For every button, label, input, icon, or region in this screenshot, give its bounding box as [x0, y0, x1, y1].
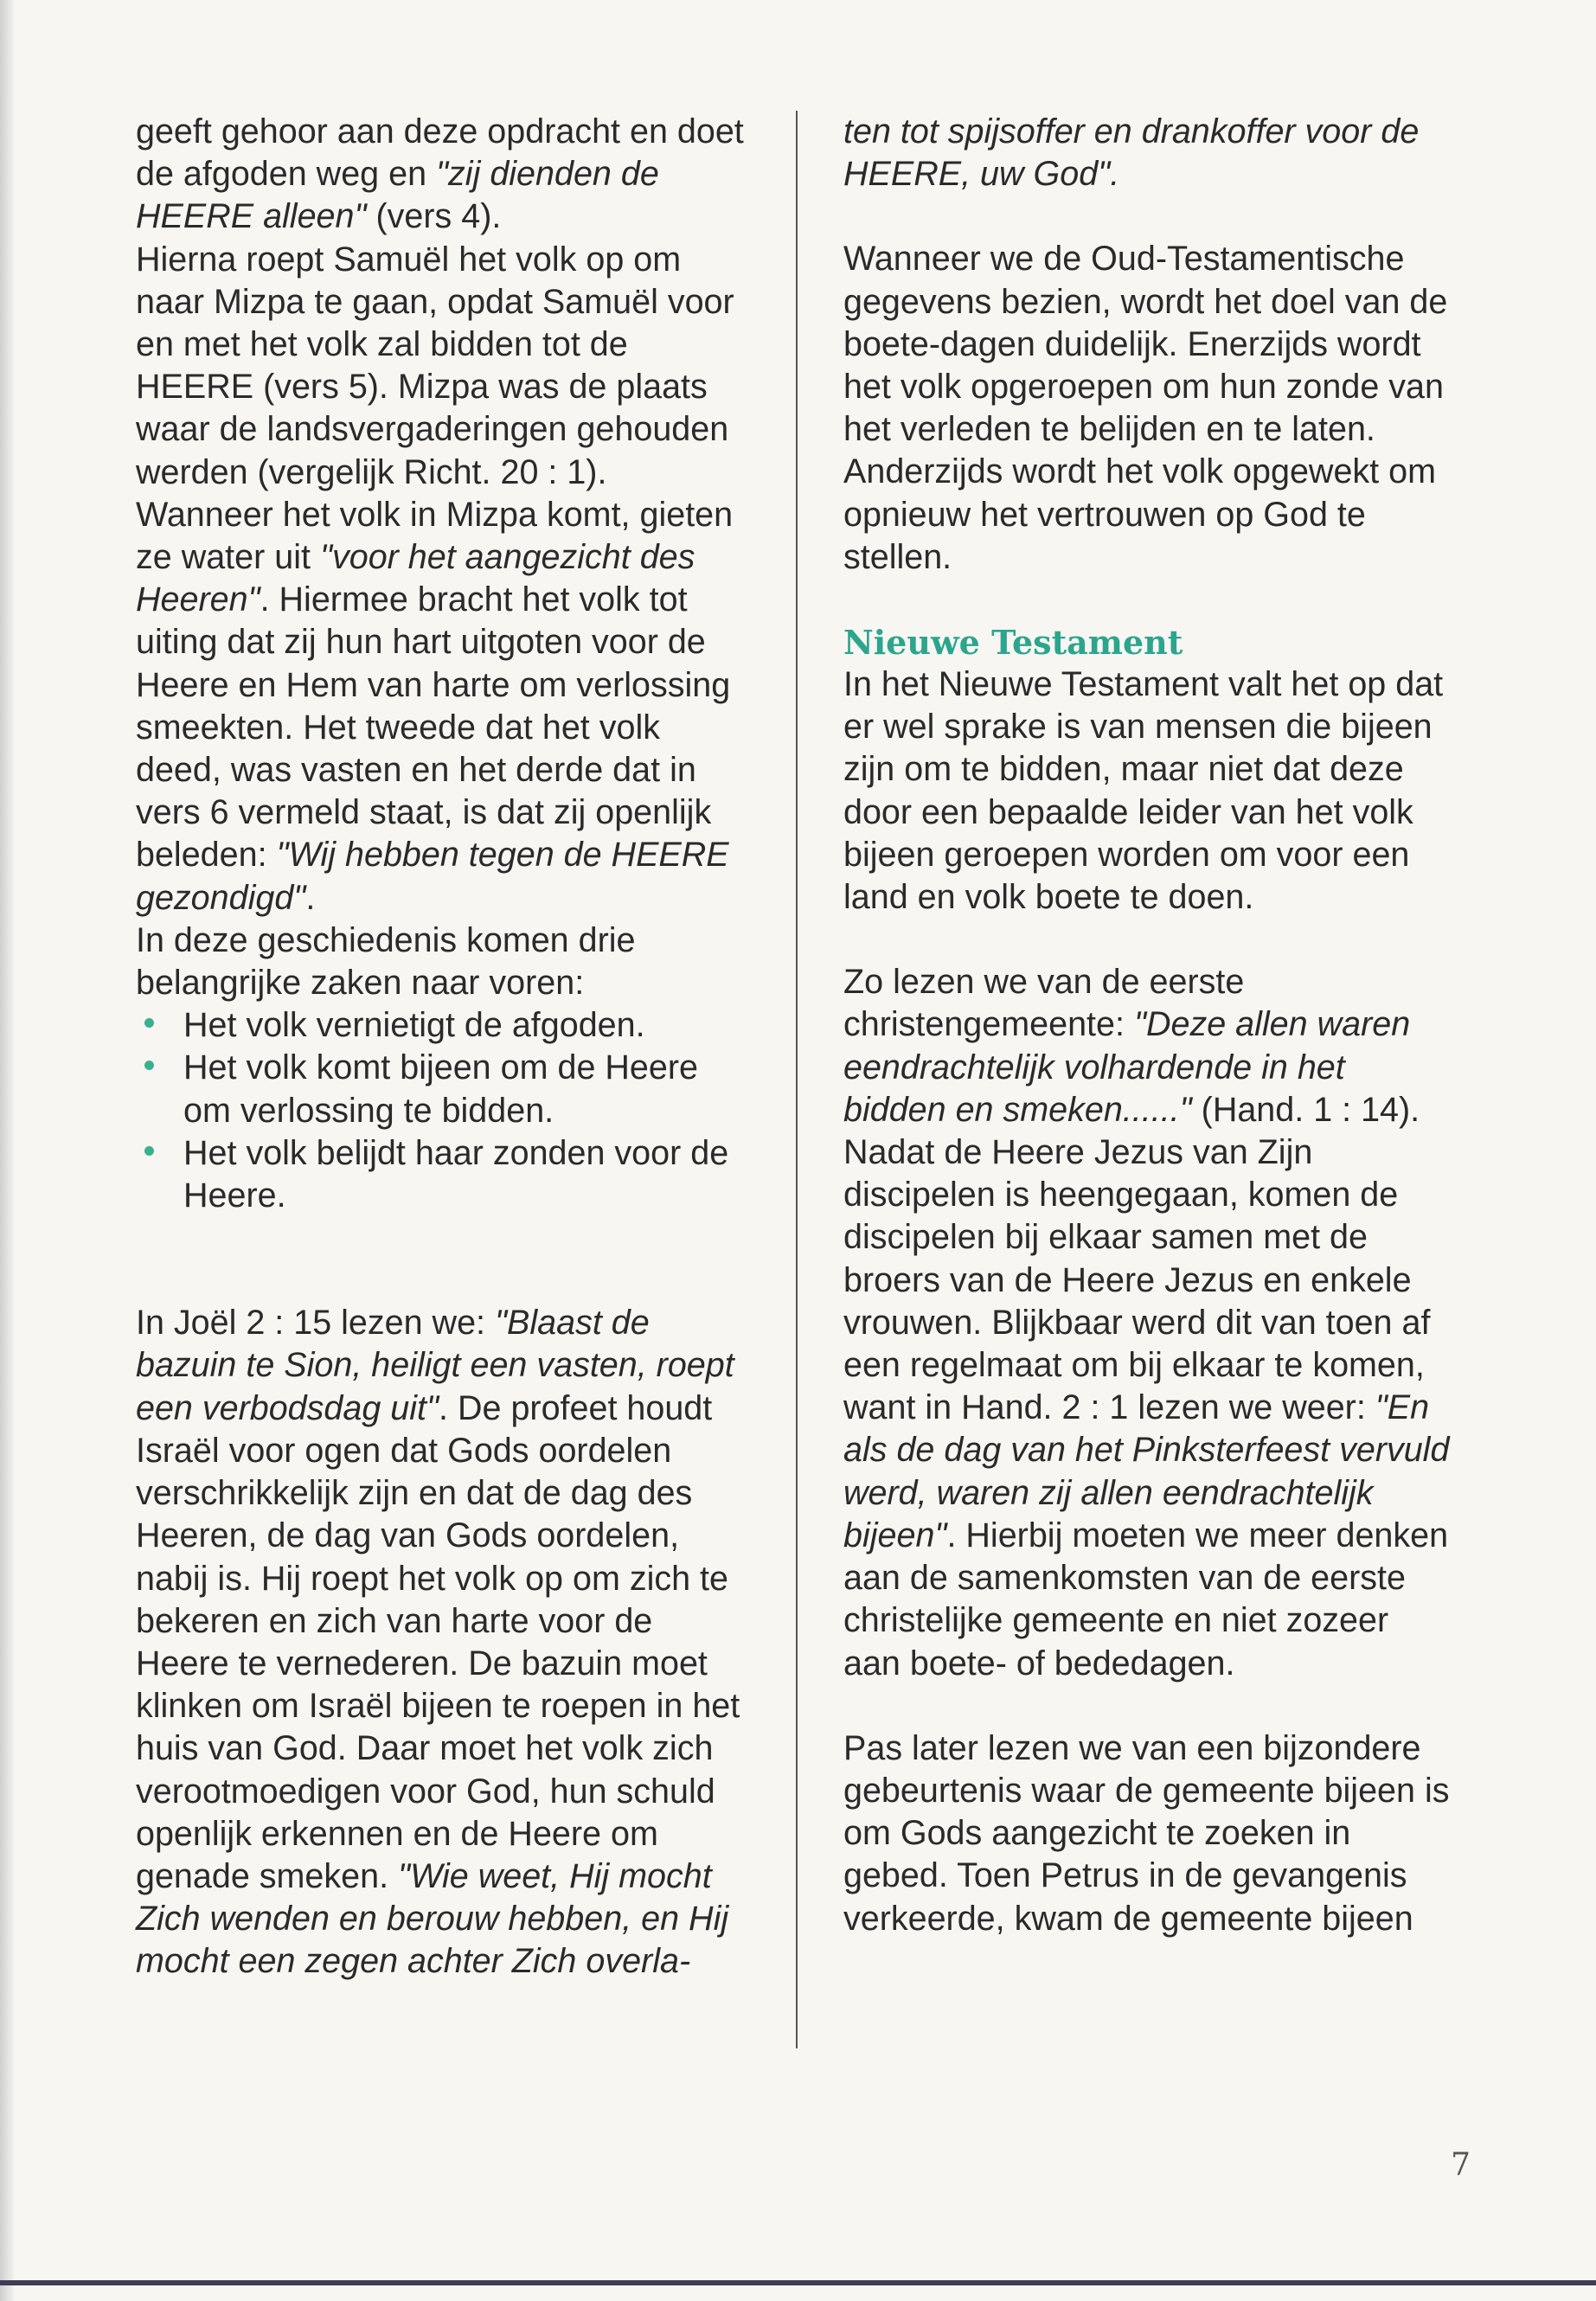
bottom-rule: [0, 2280, 1596, 2285]
binding-shadow: [0, 0, 16, 2301]
paragraph-oud-testament: Wanneer we de Oud-Testamentische gegevens bezien, wordt het doel van de boete-dagen duidelijk. Enerzijds wordt het volk opgeroepen om hun zonde van het verleden te belijden en te laten. Anderzijds wordt het volk opgewekt om opnieuw het vertrouwen op God te stellen.: [843, 240, 1448, 576]
column-divider: [796, 111, 798, 2048]
spacer: [136, 1217, 754, 1302]
spacer: [843, 1685, 1453, 1727]
paragraph-joel: In Joël 2 : 15 lezen we: "Blaast de bazuin te Sion, heiligt een vasten, roept een verbodsdag uit". De profeet houdt Israël voor ogen dat Gods oordelen verschrikkelijk zijn en dat de dag des Heeren, de dag van Gods oordelen, nabij is. Hij roept het volk op om zich te bekeren en zich van harte voor de Heere te vernederen. De bazuin moet klinken om Israël bijeen te roepen in het huis van God. Daar moet het volk zich verootmoedigen voor God, hun schuld openlijk erkennen en de Heere om genade smeken. "Wie weet, Hij mocht Zich wenden en berouw hebben, en Hij mocht een zegen achter Zich overla-: [136, 1304, 740, 1981]
spacer: [843, 195, 1453, 238]
paragraph-petrus: Pas later lezen we van een bijzondere gebeurtenis waar de gemeente bijeen is om Gods aangezicht te zoeken in gebed. Toen Petrus in de gevangenis verkeerde, kwam de gemeente bijeen: [843, 1728, 1450, 1938]
spacer: [843, 919, 1453, 961]
spacer: [843, 579, 1453, 621]
bullet-list: [136, 1004, 754, 1217]
paragraph-drie-zaken: In deze geschiedenis komen drie belangrijke zaken naar voren:: [136, 920, 636, 1003]
bullet-item-bidden: Het volk komt bijeen om de Heere om verlossing te bidden.: [136, 1047, 754, 1131]
paragraph-water-uitgieten: Wanneer het volk in Mizpa komt, gieten ze water uit "voor het aangezicht des Heeren". Hiermee bracht het volk tot uiting dat zij hun hart uitgoten voor de Heere en Hem van harte om verlossing smeekten. Het tweede dat het volk deed, was vasten en het derde dat in vers 6 vermeld staat, is dat zij openlijk beleden: "Wij hebben tegen de HEERE gezondigd".: [136, 495, 734, 917]
left-column: [136, 111, 754, 1984]
paragraph-afgoden: geeft gehoor aan deze opdracht en doet de afgoden weg en "zij dienden de HEERE alleen" (vers 4).: [136, 112, 744, 236]
bullet-item-zonden: Het volk belijdt haar zonden voor de Heere.: [136, 1132, 754, 1217]
section-heading-nieuwe-testament: Nieuwe Testament: [843, 623, 1183, 663]
paragraph-mizpa: Hierna roept Samuël het volk op om naar Mizpa te gaan, opdat Samuël voor en met het volk zal bidden tot de HEERE (vers 5). Mizpa was de plaats waar de landsvergaderingen gehouden werden (vergelijk Richt. 20 : 1).: [136, 240, 734, 491]
paragraph-christengemeente: Zo lezen we van de eerste christengemeente: "Deze allen waren eendrachtelijk volhardende in het bidden en smeken......" (Hand. 1 : 14). Nadat de Heere Jezus van Zijn discipelen is heengegaan, komen de discipelen bij elkaar samen met de broers van de Heere Jezus en enkele vrouwen. Blijkbaar werd dit van toen af een regelmaat om bij elkaar te komen, want in Hand. 2 : 1 lezen we weer: "En als de dag van het Pinksterfeest vervuld werd, waren zij allen eendrachtelijk bijeen". Hierbij moeten we meer denken aan de samenkomsten van de eerste christelijke gemeente en niet zozeer aan boete- of bededagen.: [843, 963, 1450, 1682]
paragraph-nieuwe-testament: In het Nieuwe Testament valt het op dat er wel sprake is van mensen die bijeen zijn om te bidden, maar niet dat deze door een bepaalde leider van het volk bijeen geroepen worden om voor een land en volk boete te doen.: [843, 665, 1444, 917]
page-number: 7: [1451, 2147, 1471, 2182]
right-column: [843, 111, 1453, 1940]
paragraph-spijsoffer: ten tot spijsoffer en drankoffer voor de HEERE, uw God".: [843, 112, 1420, 194]
bullet-item-afgoden: Het volk vernietigt de afgoden.: [136, 1004, 754, 1047]
